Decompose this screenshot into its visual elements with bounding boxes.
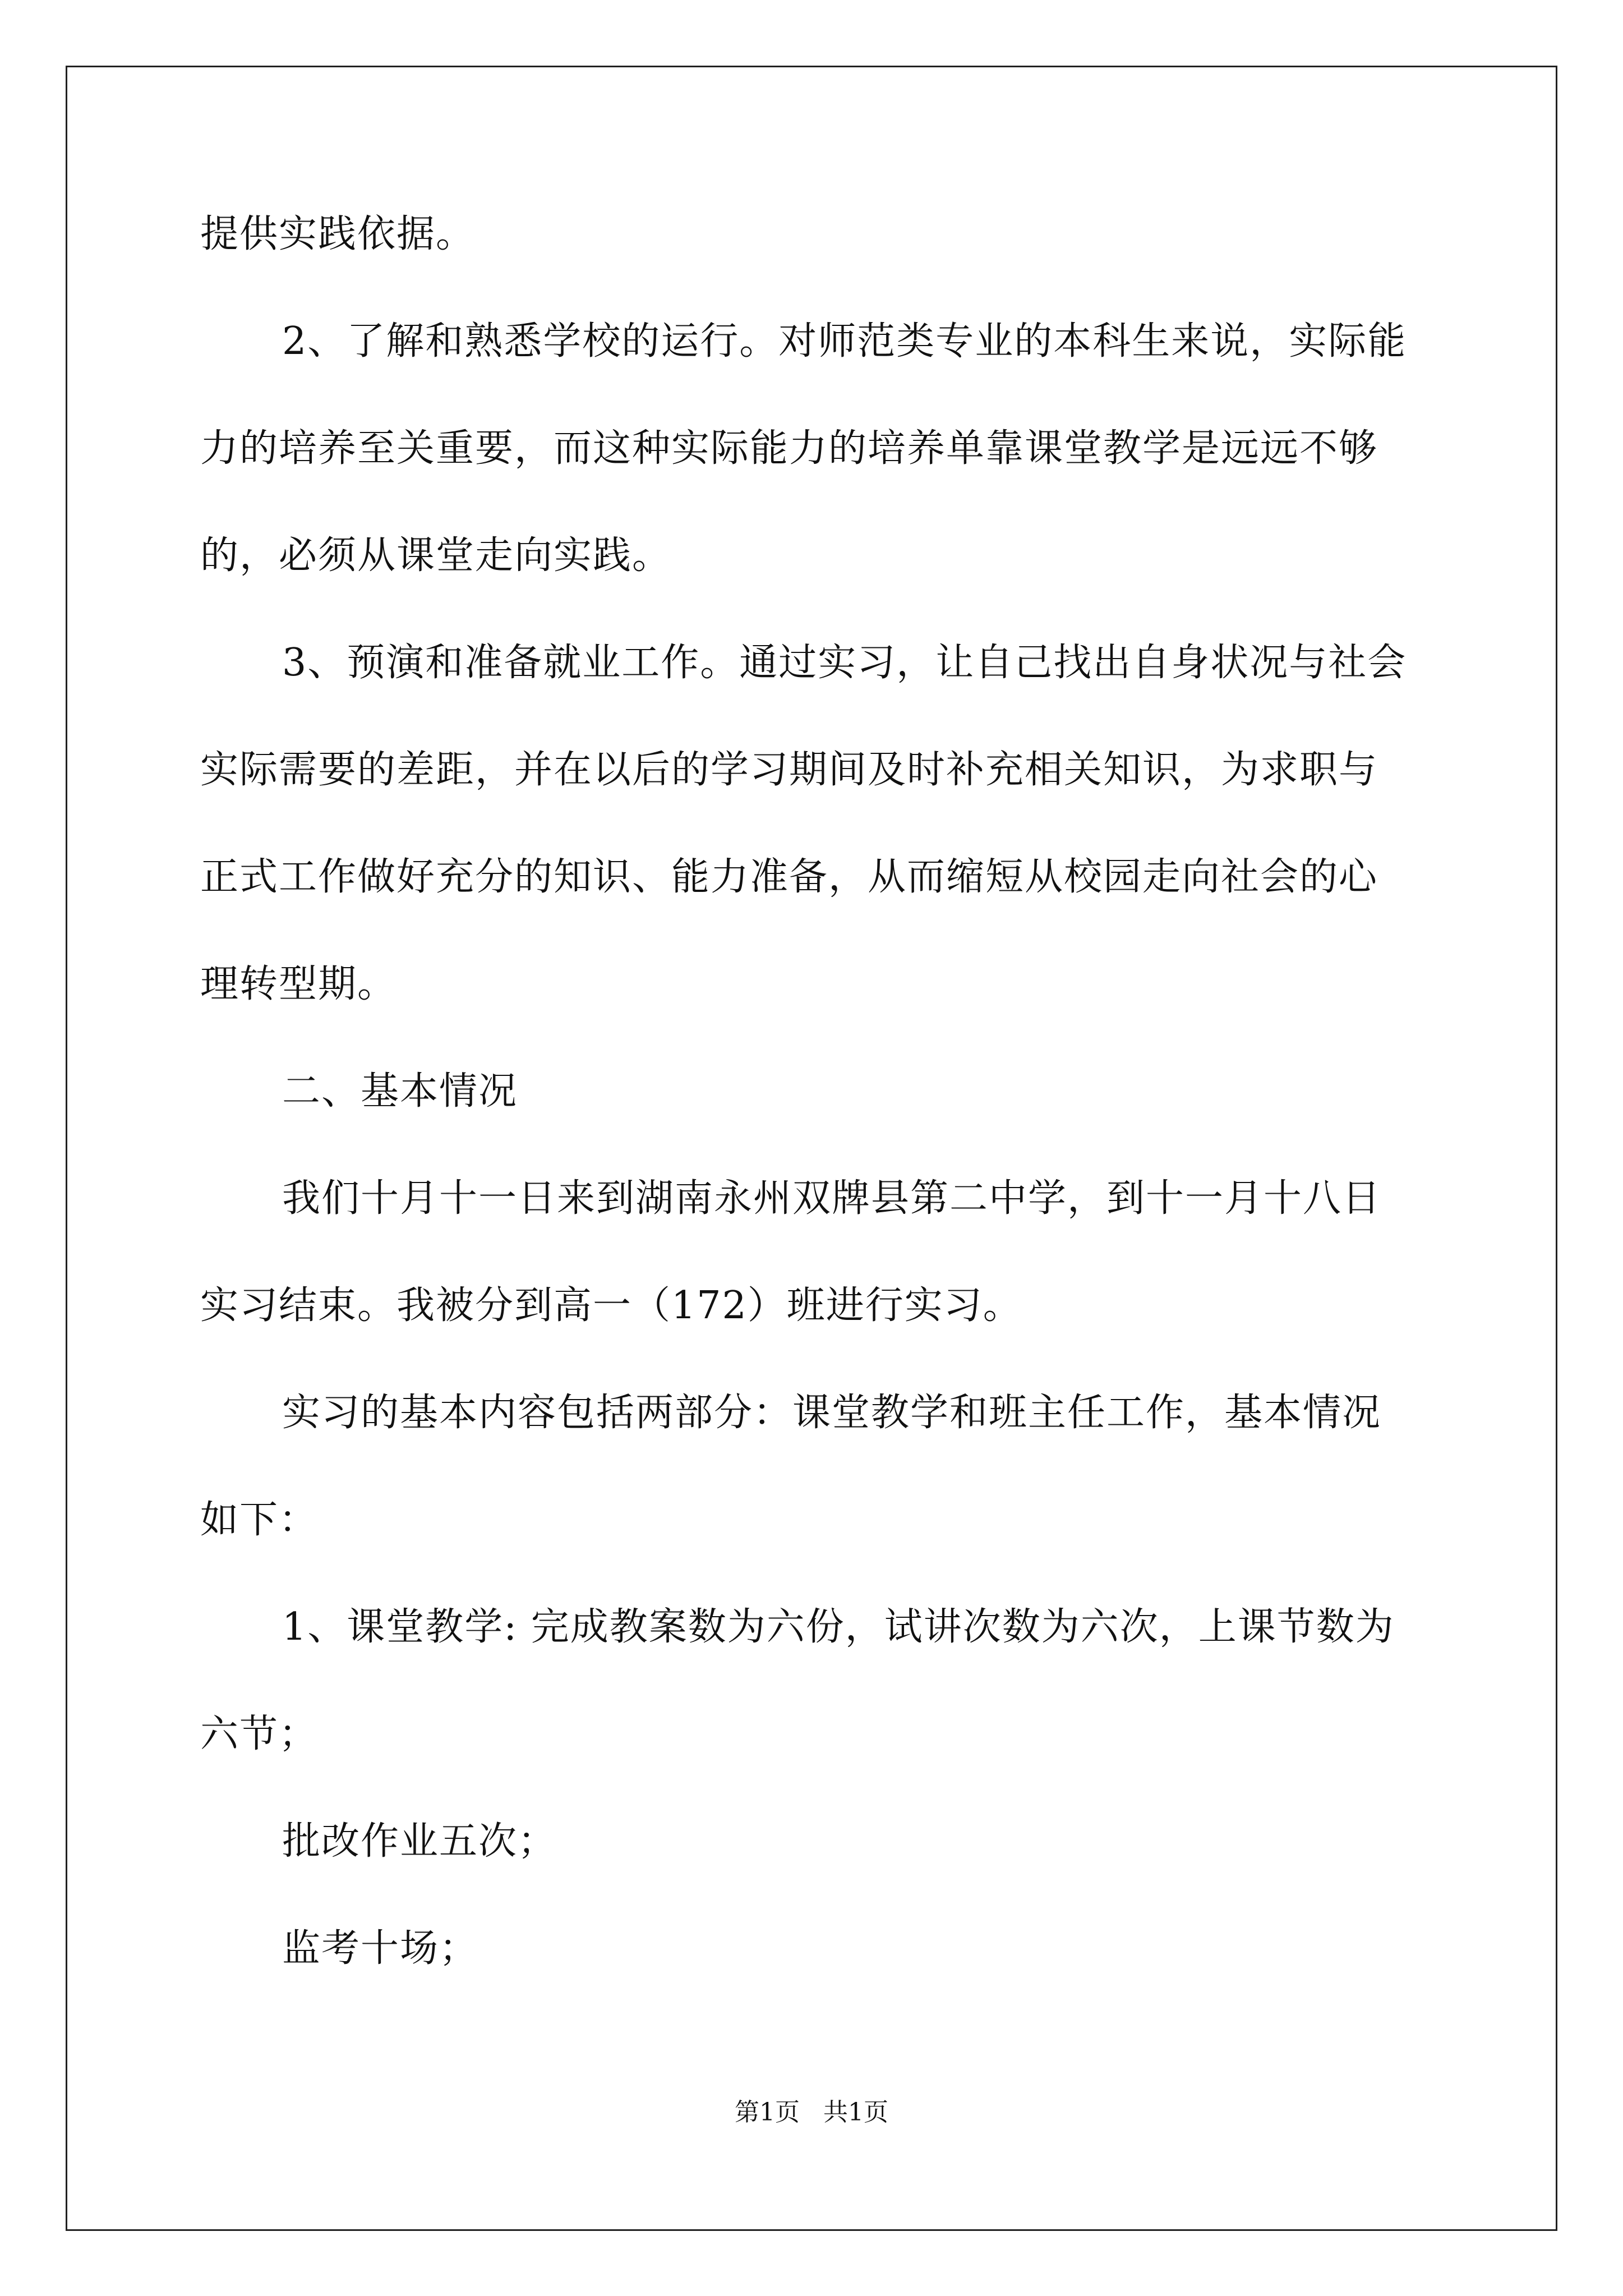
text-line: 如下： bbox=[200, 1498, 319, 1542]
text-line: 理转型期。 bbox=[200, 962, 397, 1006]
document-body bbox=[200, 208, 1426, 1976]
page-total: 共1页 bbox=[823, 2098, 888, 2127]
page-number: 第1页 bbox=[735, 2098, 800, 2127]
text-line: 实习结束。我被分到高一（172）班进行实习。 bbox=[200, 1283, 1022, 1328]
text-line: 提供实践依据。 bbox=[200, 212, 476, 256]
text-line: 六节； bbox=[200, 1712, 319, 1756]
text-line: 监考十场； bbox=[282, 1926, 479, 1971]
section-heading: 二、基本情况 bbox=[282, 1069, 518, 1114]
text-line: 我们十月十一日来到湖南永州双牌县第二中学，到十一月十八日 bbox=[282, 1176, 1382, 1221]
text-line: 批改作业五次； bbox=[282, 1819, 557, 1864]
text-line: 3、预演和准备就业工作。通过实习，让自己找出自身状况与社会 bbox=[282, 641, 1407, 685]
text-line: 正式工作做好充分的知识、能力准备，从而缩短从校园走向社会的心 bbox=[200, 855, 1378, 899]
text-line: 实际需要的差距，并在以后的学习期间及时补充相关知识，为求职与 bbox=[200, 748, 1378, 792]
page-footer bbox=[0, 2097, 1623, 2128]
text-line: 实习的基本内容包括两部分：课堂教学和班主任工作，基本情况 bbox=[282, 1391, 1382, 1435]
text-line: 的，必须从课堂走向实践。 bbox=[200, 533, 672, 578]
text-line: 1、课堂教学: 完成教案数为六份，试讲次数为六次，上课节数为 bbox=[282, 1605, 1395, 1649]
text-line: 力的培养至关重要，而这种实际能力的培养单靠课堂教学是远远不够 bbox=[200, 426, 1378, 471]
text-line: 2、了解和熟悉学校的运行。对师范类专业的本科生来说，实际能 bbox=[282, 319, 1407, 364]
